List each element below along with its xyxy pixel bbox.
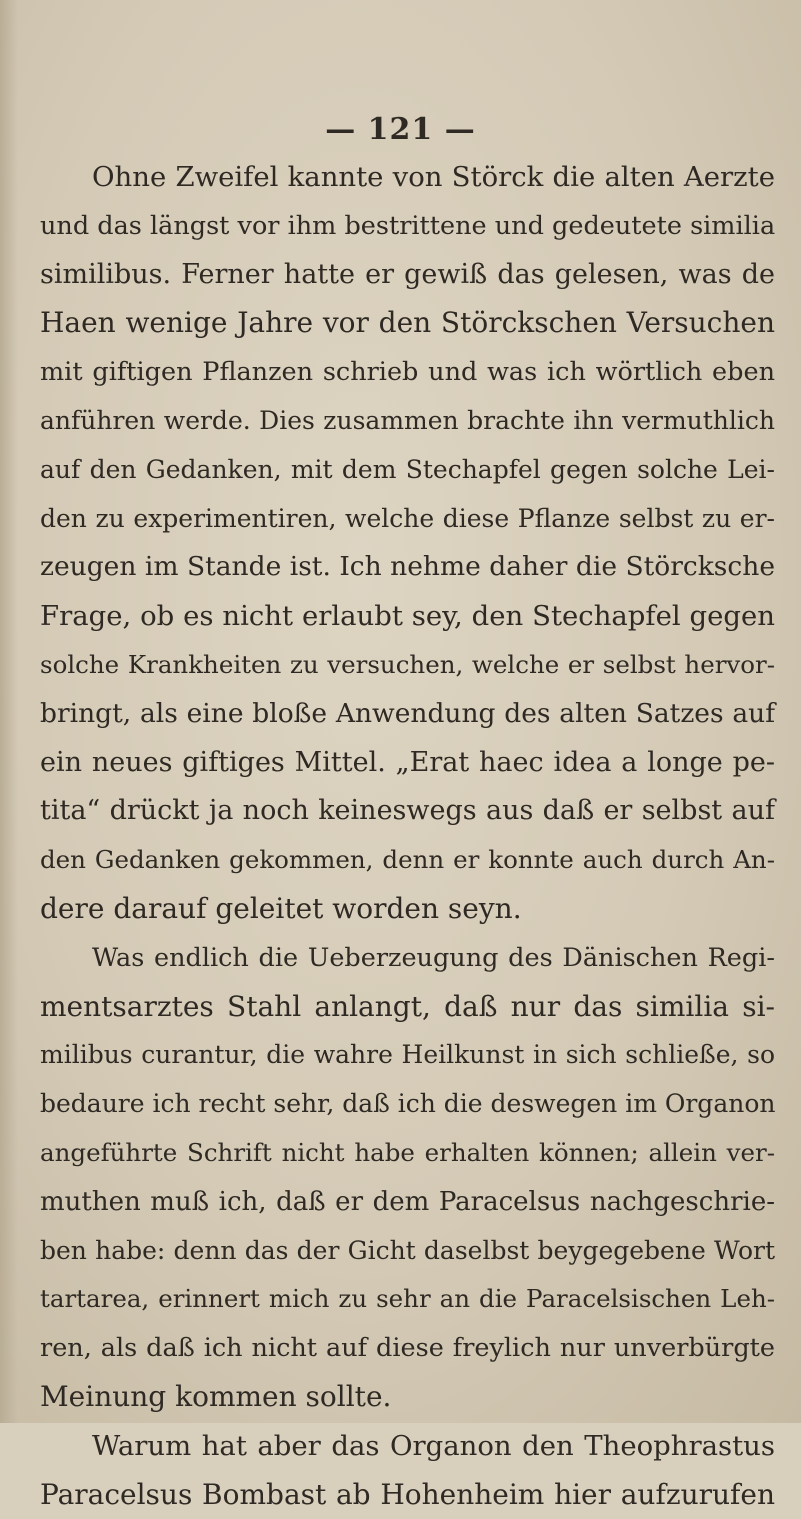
text-line: ein neues giftiges Mittel. „Erat haec idea a longe pe- — [40, 746, 775, 778]
text-line: Was endlich die Ueberzeugung des Dänischen Regi- — [92, 942, 775, 973]
text-line: angeführte Schrift nicht habe erhalten können; allein ver- — [40, 1137, 775, 1167]
text-line: muthen muß ich, daß er dem Paracelsus nachgeschrie- — [40, 1186, 775, 1217]
text-line: Meinung kommen sollte. — [40, 1379, 392, 1413]
text-line: mentsarztes Stahl anlangt, daß nur das similia si- — [40, 989, 775, 1023]
text-line: solche Krankheiten zu versuchen, welche er selbst hervor- — [40, 649, 775, 679]
text-line: tita“ drückt ja noch keineswegs aus daß er selbst auf — [40, 795, 775, 827]
text-line: den Gedanken gekommen, denn er konnte auch durch An- — [40, 845, 775, 875]
text-line: Frage, ob es nicht erlaubt sey, den Stechapfel gegen — [40, 600, 775, 633]
page-edge-shadow — [0, 0, 18, 1423]
text-line: und das längst vor ihm bestrittene und gedeutete similia — [40, 210, 776, 241]
text-line: Paracelsus Bombast ab Hohenheim hier aufzurufen — [40, 1477, 775, 1511]
text-line: mit giftigen Pflanzen schrieb und was ich wörtlich eben — [40, 357, 775, 388]
text-line: anführen werde. Dies zusammen brachte ihn vermuthlich — [40, 405, 775, 435]
text-line: tartarea, erinnert mich zu sehr an die Paracelsischen Leh- — [40, 1284, 775, 1314]
text-line: Warum hat aber das Organon den Theophrastus — [92, 1429, 775, 1462]
text-line: dere darauf geleitet worden seyn. — [40, 891, 522, 925]
text-line: Ohne Zweifel kannte von Störck die alten Aerzte — [92, 161, 775, 193]
text-line: bedaure ich recht sehr, daß ich die deswegen im Organon — [40, 1089, 776, 1119]
text-line: similibus. Ferner hatte er gewiß das gelesen, was de — [40, 258, 775, 290]
text-line: auf den Gedanken, mit dem Stechapfel gegen solche Lei- — [40, 454, 775, 484]
text-line: milibus curantur, die wahre Heilkunst in sich schließe, so — [40, 1040, 775, 1070]
text-line: ben habe: denn das der Gicht daselbst beygegebene Wort — [40, 1235, 775, 1265]
text-line: Haen wenige Jahre vor den Störckschen Versuchen — [40, 306, 775, 340]
page-number: — 121 — — [325, 112, 476, 147]
body-text — [40, 153, 775, 1519]
text-line: ren, als daß ich nicht auf diese freylich nur unverbürgte — [40, 1333, 775, 1364]
text-line: zeugen im Stande ist. Ich nehme daher die Störcksche — [40, 551, 775, 583]
text-line: den zu experimentiren, welche diese Pflanze selbst zu er- — [40, 503, 775, 533]
text-line: bringt, als eine bloße Anwendung des alten Satzes auf — [40, 697, 775, 729]
